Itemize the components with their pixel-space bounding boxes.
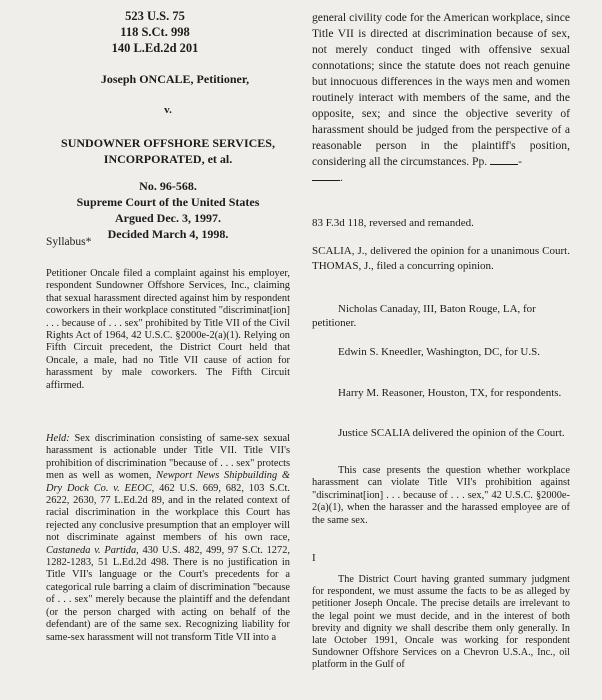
syllabus-continuation: general civility code for the American workplace, since Title VII is directed at discrimination because of sex, not merely conduct tinged with offensive sexual connotations; since the statute does not reach genuine but innocuous differences in the ways men and women routinely interact with members of the same, and the opposite, sex; and since the objective severity of harassment should be judged from the perspective of a reasonable person in the plaintiff's position, considering all the circumstances. Pp. - .	[312, 11, 570, 184]
case-question-paragraph: This case presents the question whether workplace harassment can violate Title VII's prohibition against "discriminat[ion] . . . because of . . . sex," 42 U.S.C. §2000e-2(a)(1), when the harasser and the harassed employee are of the same sex.	[312, 465, 570, 526]
syllabus-held-paragraph	[46, 433, 290, 644]
court-name: Supreme Court of the United States	[76, 195, 260, 209]
docket-info	[46, 178, 290, 242]
opinion-intro: Justice SCALIA delivered the opinion of the Court.	[338, 427, 565, 439]
held-text-a: Sex discrimination consisting of same-sex sexual harassment is actionable under Title VII. Title VII's prohibition of discrimination "because of . . . sex" protects men as well as women,	[46, 433, 290, 482]
held-text-c: , 430 U.S. 482, 499, 97 S.Ct. 1272, 1282-1283, 51 L.Ed.2d 498. There is no justification in Title VII's language or the Court's precedents for a categorical rule barring a claim of discrimination "because of . . . sex" merely because the plaintiff and the defendant (or the person charged with acting on behalf of the defendant) are of the same sex. Recognizing liability for same-sex harassment will not transform Title VII into a	[46, 544, 290, 643]
docket-number: No. 96-568.	[139, 179, 197, 193]
syllabus-paragraph-1: Petitioner Oncale filed a complaint against his employer, respondent Sundowner Offshore Services, Inc., claiming that sexual harassment directed against him by respondent coworkers in their workplace constituted "discriminat[ion] . . . because of . . . sex" prohibited by Title VII of the Civil Rights Act of 1964, 42 U.S.C. §2000e-2(a)(1). Relying on Fifth Circuit precedent, the District Court held that Oncale, a male, had no Title VII cause of action for harassment by male coworkers. The Fifth Circuit affirmed.	[46, 268, 290, 391]
respondent-line-1: SUNDOWNER OFFSHORE SERVICES,	[61, 136, 275, 150]
page-blank-2	[312, 180, 340, 181]
respondent-name	[46, 135, 290, 167]
citation-led: 140 L.Ed.2d 201	[111, 41, 199, 55]
versus: v.	[164, 104, 172, 116]
counsel-us: Edwin S. Kneedler, Washington, DC, for U.S.	[338, 346, 540, 358]
argued-date: Argued Dec. 3, 1997.	[115, 211, 221, 225]
continuation-tail: -	[518, 155, 522, 168]
petitioner-name: Joseph ONCALE, Petitioner,	[100, 72, 250, 86]
case-cite-newport: Newport News Shipbuilding & Dry Dock Co. v. EEOC	[46, 470, 291, 494]
syllabus-heading: Syllabus*	[46, 236, 92, 248]
citation-sct: 118 S.Ct. 998	[120, 25, 190, 39]
citation-us: 523 U.S. 75	[125, 9, 185, 23]
counsel-respondents: Harry M. Reasoner, Houston, TX, for respondents.	[338, 387, 562, 399]
disposition: 83 F.3d 118, reversed and remanded.	[312, 217, 474, 229]
facts-paragraph: The District Court having granted summary judgment for respondent, we must assume the facts to be as alleged by petitioner Joseph Oncale. The precise details are irrelevant to the legal point we must decide, and in the interest of both brevity and dignity we shall describe them only generally. In late October 1991, Oncale was working for respondent Sundowner Offshore Services on a Chevron U.S.A., Inc., oil platform in the Gulf of	[312, 574, 570, 671]
held-text-b: , 462 U.S. 669, 682, 103 S.Ct. 2622, 2630, 77 L.Ed.2d 89, and in the related context of racial discrimination in the workplace this Court has rejected any conclusive presumption that an employer will not discriminate against members of his own race,	[46, 482, 290, 544]
respondent-line-2: INCORPORATED, et al.	[103, 152, 233, 166]
decided-date: Decided March 4, 1998.	[107, 227, 229, 241]
counsel-petitioner: Nicholas Canaday, III, Baton Rouge, LA, for petitioner.	[312, 303, 536, 329]
opinion-authors: SCALIA, J., delivered the opinion for a unanimous Court. THOMAS, J., filed a concurring opinion.	[312, 245, 570, 272]
section-heading: I	[312, 552, 316, 564]
continuation-text: general civility code for the American workplace, since Title VII is directed at discrimination because of sex, not merely conduct tinged with offensive sexual connotations; since the statute does not reach genuine but innocuous differences in the ways men and women routinely interact with members of the same, and the opposite, sex; and since the objective severity of harassment should be judged from the perspective of a reasonable person in the plaintiff's position, considering all the circumstances. Pp.	[312, 11, 570, 168]
held-label: Held:	[46, 433, 70, 444]
case-cite-castaneda: Castaneda v. Partida	[46, 544, 137, 556]
citations	[80, 8, 230, 56]
page-blank	[490, 164, 518, 165]
